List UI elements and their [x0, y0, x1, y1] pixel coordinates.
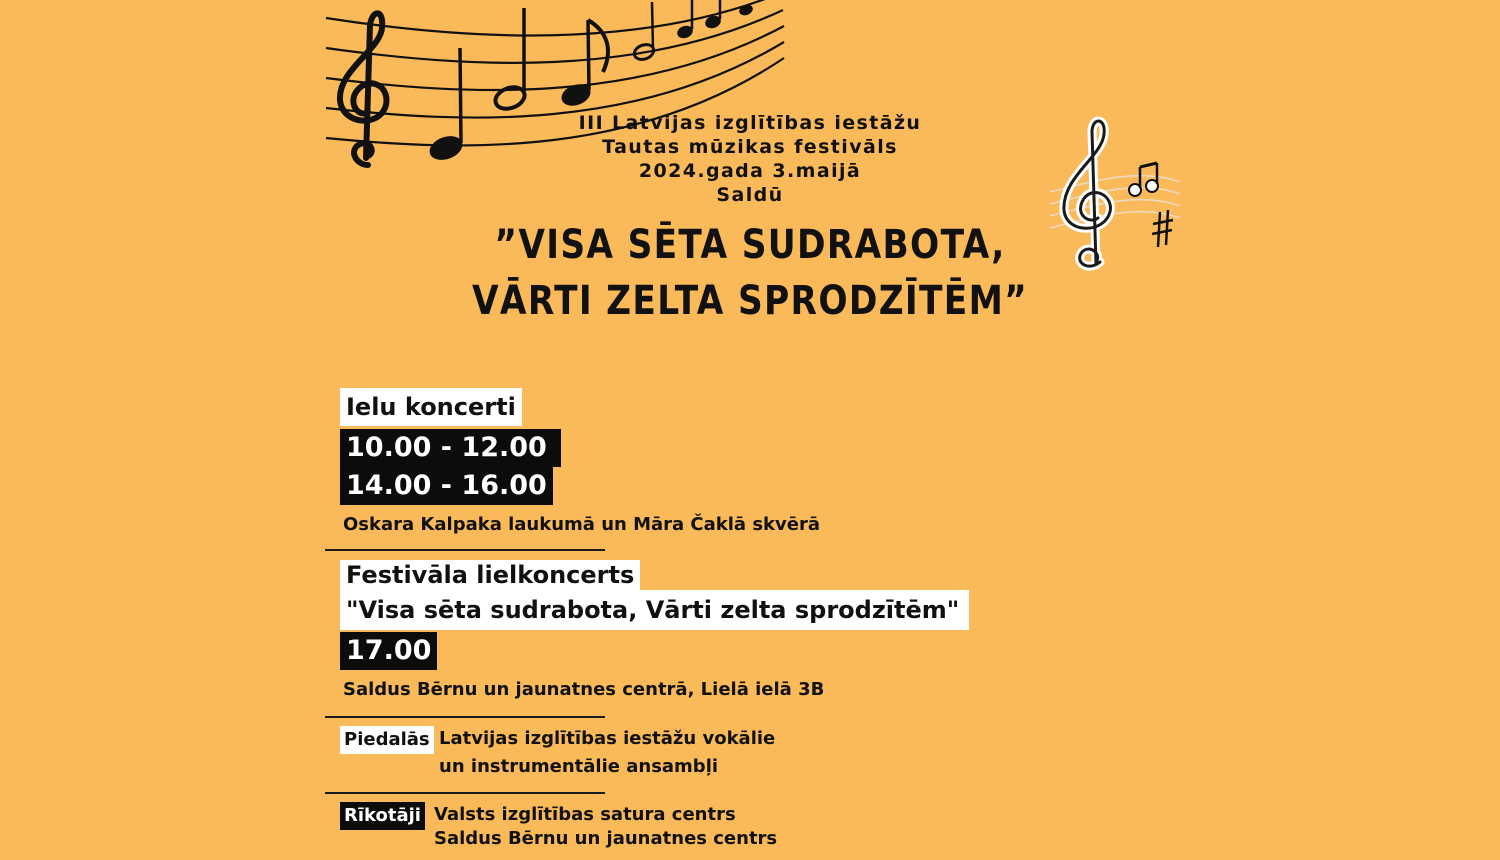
main-concert-location: Saldus Bērnu un jaunatnes centrā, Lielā ielā 3B: [343, 679, 825, 700]
main-concert-label: Festivāla lielkoncerts: [340, 560, 640, 590]
participants-line-1: Latvijas izglītības iestāžu vokālie: [439, 728, 776, 749]
divider: [325, 716, 605, 718]
header-date: 2024.gada 3.maijā: [638, 160, 862, 182]
main-concert-time: 17.00: [340, 632, 437, 670]
participants-line-2: un instrumentālie ansambļi: [439, 756, 719, 777]
street-concerts-time-1: 10.00 - 12.00: [340, 429, 561, 467]
organizers-label: Rīkotāji: [340, 802, 425, 830]
title-line-2: VĀRTI ZELTA SPRODZĪTĒM”: [472, 278, 1028, 324]
header-line-2: Tautas mūzikas festivāls: [602, 136, 898, 158]
divider: [325, 792, 605, 794]
header-line-1: III Latvijas izglītības iestāžu: [578, 112, 922, 134]
organizers-line-2: Saldus Bērnu un jaunatnes centrs: [434, 828, 778, 849]
main-concert-title: "Visa sēta sudrabota, Vārti zelta sprodzītēm": [340, 590, 969, 630]
divider: [325, 549, 605, 551]
street-concerts-location: Oskara Kalpaka laukumā un Māra Čaklā skvērā: [343, 514, 820, 535]
header-city: Saldū: [716, 184, 784, 206]
street-concerts-time-2: 14.00 - 16.00: [340, 467, 553, 505]
organizers-line-1: Valsts izglītības satura centrs: [434, 804, 736, 825]
title-line-1: ”VISA SĒTA SUDRABOTA,: [494, 222, 1006, 268]
participants-label: Piedalās: [340, 726, 434, 754]
street-concerts-label: Ielu koncerti: [340, 388, 522, 426]
